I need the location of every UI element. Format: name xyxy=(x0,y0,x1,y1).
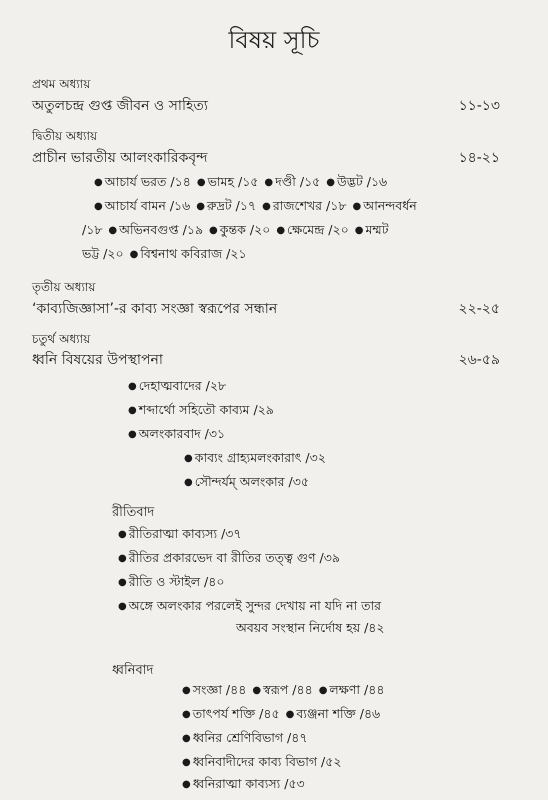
chapter-1-label: প্রথম অধ্যায় xyxy=(32,77,91,91)
list-item-continuation: অবয়ব সংস্থান নির্দোষ হয় /৪২ xyxy=(236,620,385,635)
list-item: /১৮ xyxy=(82,222,103,237)
chapter-3-pages: ২২-২৫ xyxy=(458,301,500,317)
list-item: সংজ্ঞা /৪৪ xyxy=(192,682,247,697)
bullet-icon: ● xyxy=(262,201,271,212)
chapter-2-line-1 xyxy=(92,174,387,194)
chapter-2-line-3 xyxy=(82,222,389,242)
list-item: শব্দার্থো সহিতৌ কাব্যম /২৯ xyxy=(138,402,274,417)
bullet-icon: ● xyxy=(182,733,191,744)
list-item-row xyxy=(182,474,309,494)
list-item: রুদ্রট /১৭ xyxy=(207,198,257,213)
list-item-row xyxy=(126,378,226,398)
bullet-icon: ● xyxy=(182,709,191,720)
list-item: রাজশেখর /১৮ xyxy=(272,198,347,213)
list-item: ধ্বনির শ্রেণিবিভাগ /৪৭ xyxy=(192,730,308,745)
list-item: লক্ষণা /৪৪ xyxy=(329,682,385,697)
list-item-row xyxy=(116,526,242,546)
list-item: রীতি ও স্টাইল /৪০ xyxy=(128,574,225,589)
list-item: ভামহ /১৫ xyxy=(207,174,259,189)
bullet-icon: ● xyxy=(108,225,118,236)
list-item-row xyxy=(180,776,305,796)
bullet-icon: ● xyxy=(118,529,127,540)
list-item: ধ্বনিবাদীদের কাব্য বিভাগ /৫২ xyxy=(192,754,342,769)
bullet-icon: ● xyxy=(196,201,205,212)
bullet-icon: ● xyxy=(94,177,103,188)
bullet-icon: ● xyxy=(94,201,103,212)
chapter-2-pages: ১৪-২১ xyxy=(458,150,500,166)
bullet-icon: ● xyxy=(128,429,137,440)
list-item: আচার্য ভরত /১৪ xyxy=(104,174,191,189)
subsection-heading-dhvani: ধ্বনিবাদ xyxy=(112,663,154,678)
bullet-icon: ● xyxy=(118,553,127,564)
chapter-2-label: দ্বিতীয় অধ্যায় xyxy=(32,129,98,143)
list-item-row xyxy=(116,550,340,570)
bullet-icon: ● xyxy=(354,225,364,236)
bullet-icon: ● xyxy=(264,177,274,188)
list-item: উদ্ভট /১৬ xyxy=(337,174,388,189)
list-item: ভট্ট /২০ xyxy=(82,246,124,261)
bullet-icon: ● xyxy=(128,405,137,416)
list-item: দণ্ডী /১৫ xyxy=(275,174,321,189)
list-item: অলংকারবাদ /৩১ xyxy=(138,426,226,441)
list-item: সৌন্দর্যম্ অলংকার /৩৫ xyxy=(194,474,309,489)
chapter-1-pages: ১১-১৩ xyxy=(458,98,500,114)
bullet-icon: ● xyxy=(209,225,218,236)
list-item-row xyxy=(180,682,384,702)
chapter-4-pages: ২৬-৫৯ xyxy=(458,352,500,368)
list-item: অঙ্গে অলংকার পরলেই সুন্দর দেখায় না যদি না তার xyxy=(128,598,382,613)
bullet-icon: ● xyxy=(118,601,127,612)
chapter-2-line-4 xyxy=(82,246,247,266)
bullet-icon: ● xyxy=(182,779,191,790)
list-item: অভিনবগুপ্ত /১৯ xyxy=(119,222,204,237)
subsection-heading-riti: রীতিবাদ xyxy=(112,505,155,520)
chapter-2-line-2 xyxy=(92,198,417,218)
list-item: ব্যঞ্জনা শক্তি /৪৬ xyxy=(296,706,381,721)
list-item-row xyxy=(180,754,341,774)
list-item: ধ্বনিরাত্মা কাব্যস্য /৫৩ xyxy=(192,776,305,791)
list-item: মম্মট xyxy=(365,222,389,237)
chapter-3-heading: ‘কাব্যজিজ্ঞাসা’-র কাব্য সংজ্ঞা স্বরূপের সন্ধান xyxy=(32,301,278,317)
bullet-icon: ● xyxy=(276,225,286,236)
list-item: আনন্দবর্ধন xyxy=(363,198,417,213)
bullet-icon: ● xyxy=(326,177,336,188)
list-item-row xyxy=(180,730,308,750)
list-item-row xyxy=(116,574,225,594)
list-item-row xyxy=(180,706,380,726)
bullet-icon: ● xyxy=(128,381,137,392)
bullet-icon: ● xyxy=(182,757,191,768)
list-item-row xyxy=(126,426,225,446)
chapter-1-heading: অতুলচন্দ্র গুপ্ত জীবন ও সাহিত্য xyxy=(32,98,208,114)
list-item: আচার্য বামন /১৬ xyxy=(104,198,191,213)
list-item: রীতিরাত্মা কাব্যস্য /৩৭ xyxy=(128,526,242,541)
list-item: স্বরূপ /৪৪ xyxy=(263,682,313,697)
bullet-icon: ● xyxy=(352,201,362,212)
list-item: কুন্তক /২০ xyxy=(219,222,271,237)
bullet-icon: ● xyxy=(182,685,191,696)
bullet-icon: ● xyxy=(129,249,139,260)
list-item: রীতির প্রকারভেদ বা রীতির তত্ত্ব গুণ /৩৯ xyxy=(128,550,340,565)
list-item-row xyxy=(182,450,326,470)
list-item-row xyxy=(126,402,274,422)
chapter-4-label: চতুর্থ অধ্যায় xyxy=(32,332,91,346)
bullet-icon: ● xyxy=(318,685,328,696)
bullet-icon: ● xyxy=(184,453,193,464)
list-item: তাৎপর্য শক্তি /৪৫ xyxy=(192,706,280,721)
bullet-icon: ● xyxy=(118,577,127,588)
chapter-4-heading: ধ্বনি বিষয়ের উপস্থাপনা xyxy=(32,352,163,368)
list-item-row xyxy=(116,598,381,618)
list-item: বিশ্বনাথ কবিরাজ /২১ xyxy=(140,246,247,261)
bullet-icon: ● xyxy=(196,177,206,188)
bullet-icon: ● xyxy=(252,685,262,696)
bullet-icon: ● xyxy=(285,709,295,720)
list-item: ক্ষেমেন্দ্র /২০ xyxy=(287,222,349,237)
chapter-3-label: তৃতীয় অধ্যায় xyxy=(32,280,96,294)
bullet-icon: ● xyxy=(184,477,193,488)
page-title: বিষয় সূচি xyxy=(228,26,320,54)
chapter-2-heading: প্রাচীন ভারতীয় আলংকারিকবৃন্দ xyxy=(32,150,208,166)
list-item: দেহাত্মবাদের /২৮ xyxy=(138,378,227,393)
list-item: কাব্যং গ্রাহ্যমলংকারাৎ /৩২ xyxy=(194,450,326,465)
